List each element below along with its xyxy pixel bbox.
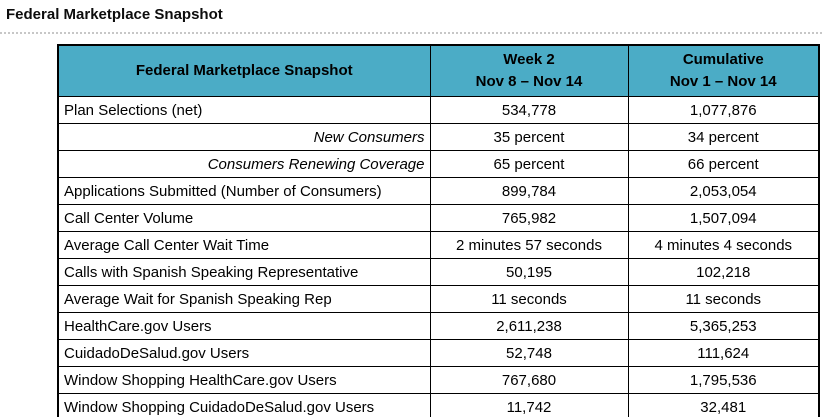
table-row — [58, 124, 819, 151]
header-week2-line1: Week 2 — [503, 51, 555, 68]
cumulative-value: 1,077,876 — [628, 97, 819, 124]
header-week2-line2: Nov 8 – Nov 14 — [475, 73, 583, 90]
table-header-row — [58, 45, 819, 97]
header-col-title: Federal Marketplace Snapshot — [58, 45, 430, 97]
table-row — [58, 232, 819, 259]
row-label: Consumers Renewing Coverage — [58, 151, 430, 178]
row-label: Call Center Volume — [58, 205, 430, 232]
week2-value: 11,742 — [430, 394, 628, 417]
cumulative-value: 2,053,054 — [628, 178, 819, 205]
header-col-cumulative — [628, 45, 819, 97]
cumulative-value: 34 percent — [628, 124, 819, 151]
week2-value: 899,784 — [430, 178, 628, 205]
page-title: Federal Marketplace Snapshot — [6, 6, 223, 23]
row-label: CuidadoDeSalud.gov Users — [58, 340, 430, 367]
week2-value: 11 seconds — [430, 286, 628, 313]
federal-marketplace-table — [57, 44, 820, 417]
header-col-week2 — [430, 45, 628, 97]
table-row — [58, 259, 819, 286]
cumulative-value: 102,218 — [628, 259, 819, 286]
week2-value: 2 minutes 57 seconds — [430, 232, 628, 259]
table-row — [58, 286, 819, 313]
row-label: Window Shopping HealthCare.gov Users — [58, 367, 430, 394]
cumulative-value: 4 minutes 4 seconds — [628, 232, 819, 259]
cumulative-value: 32,481 — [628, 394, 819, 417]
week2-value: 2,611,238 — [430, 313, 628, 340]
row-label: Average Call Center Wait Time — [58, 232, 430, 259]
week2-value: 534,778 — [430, 97, 628, 124]
cumulative-value: 5,365,253 — [628, 313, 819, 340]
week2-value: 52,748 — [430, 340, 628, 367]
cumulative-value: 1,795,536 — [628, 367, 819, 394]
table-row — [58, 205, 819, 232]
table-row — [58, 178, 819, 205]
header-cumulative-line2: Nov 1 – Nov 14 — [669, 73, 777, 90]
table-row — [58, 340, 819, 367]
week2-value: 767,680 — [430, 367, 628, 394]
table-row — [58, 97, 819, 124]
cumulative-value: 66 percent — [628, 151, 819, 178]
table-row — [58, 151, 819, 178]
table-row — [58, 367, 819, 394]
row-label: New Consumers — [58, 124, 430, 151]
row-label: Calls with Spanish Speaking Representative — [58, 259, 430, 286]
row-label: Plan Selections (net) — [58, 97, 430, 124]
table-row — [58, 313, 819, 340]
row-label: Applications Submitted (Number of Consumers) — [58, 178, 430, 205]
week2-value: 50,195 — [430, 259, 628, 286]
cumulative-value: 1,507,094 — [628, 205, 819, 232]
text-frame-boundary — [0, 32, 822, 34]
table-row — [58, 394, 819, 417]
cumulative-value: 11 seconds — [628, 286, 819, 313]
week2-value: 65 percent — [430, 151, 628, 178]
week2-value: 765,982 — [430, 205, 628, 232]
header-cumulative-line1: Cumulative — [682, 51, 764, 68]
row-label: Window Shopping CuidadoDeSalud.gov Users — [58, 394, 430, 417]
row-label: HealthCare.gov Users — [58, 313, 430, 340]
week2-value: 35 percent — [430, 124, 628, 151]
cumulative-value: 111,624 — [628, 340, 819, 367]
row-label: Average Wait for Spanish Speaking Rep — [58, 286, 430, 313]
